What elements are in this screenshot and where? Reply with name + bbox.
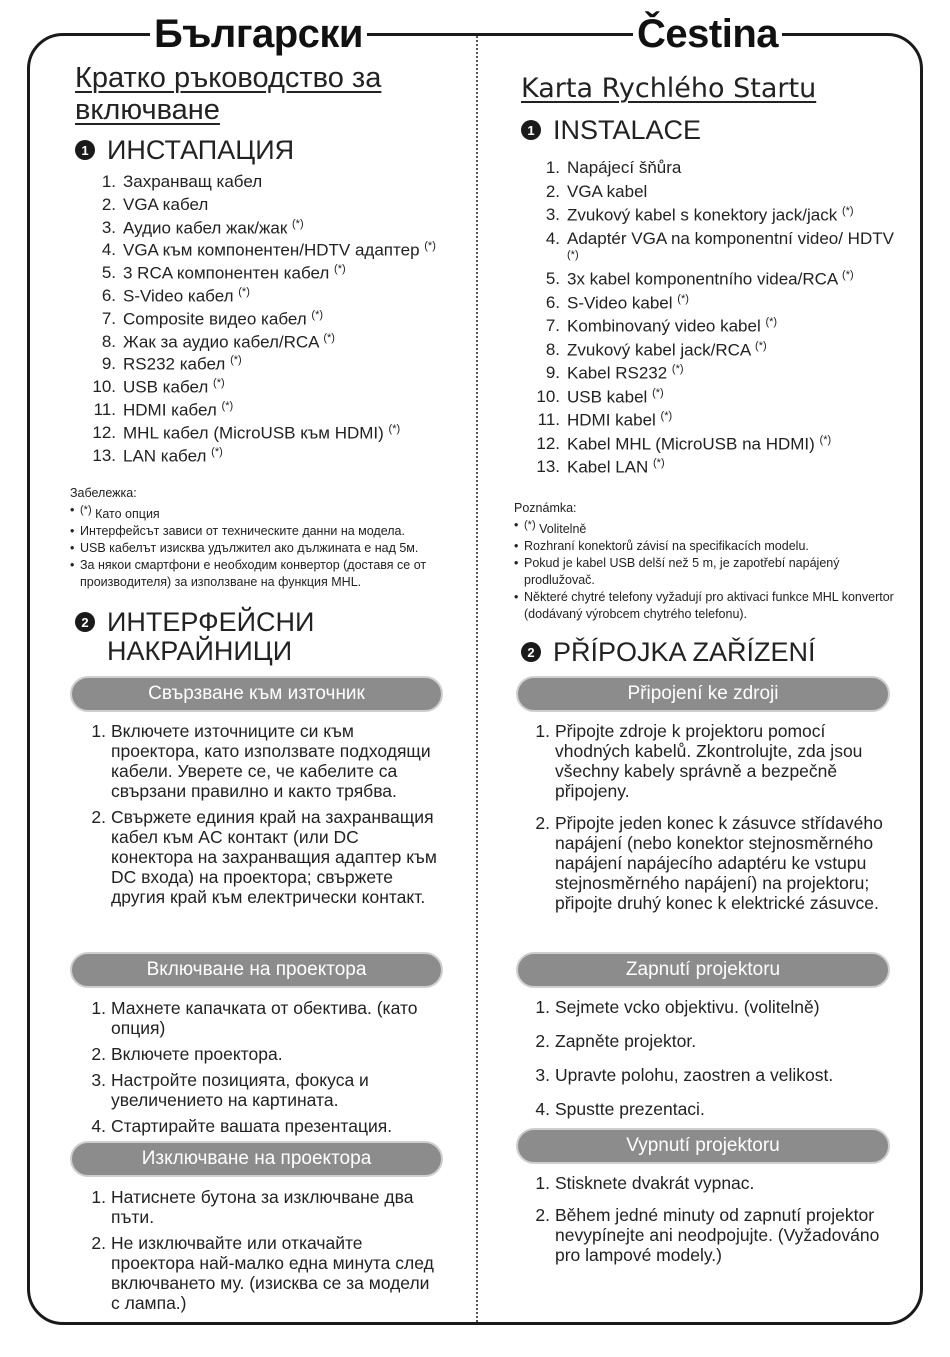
list-item [70, 332, 470, 355]
item-label: S-Video kabel [567, 293, 673, 313]
section-number-icon: 1 [521, 120, 541, 140]
step-number: 1. [535, 997, 550, 1017]
item-label: Kabel LAN [567, 457, 649, 477]
optional-mark: (*) [567, 248, 579, 261]
list-item [70, 354, 470, 377]
item-text [567, 182, 647, 206]
item-label: Жак за аудио кабел/RCA [123, 332, 319, 352]
optional-mark: (*) [671, 363, 684, 376]
item-text [567, 363, 684, 387]
step-text: Stisknete dvakrát vypnac. [555, 1173, 755, 1193]
item-text [567, 316, 777, 340]
step-item [514, 1173, 889, 1193]
item-number: 8. [545, 339, 560, 359]
step-item [70, 1116, 440, 1136]
item-number: 11. [93, 399, 116, 419]
item-text [123, 218, 304, 241]
connect-steps [70, 721, 440, 913]
item-label: Kombinovaný video kabel [567, 316, 761, 336]
item-number: 10. [536, 386, 560, 406]
list-item [514, 158, 899, 182]
list-item [514, 182, 899, 206]
item-label: Захранващ кабел [123, 172, 263, 191]
optional-mark: (*) [652, 386, 664, 399]
item-label: HDMI кабел [123, 400, 217, 420]
section-title: INSTALACE [553, 115, 702, 145]
item-text [567, 387, 664, 411]
item-text [123, 286, 250, 309]
optional-mark: (*) [221, 399, 234, 412]
step-item [70, 998, 440, 1038]
item-number: 1. [545, 158, 560, 177]
list-item [70, 286, 470, 309]
step-text: Стартирайте вашата презентация. [111, 1116, 393, 1136]
note-item: • (*) Volitelně [514, 517, 894, 538]
item-number: 3. [545, 205, 560, 224]
list-item [514, 387, 899, 411]
step-number: 2. [91, 807, 106, 827]
step-number: 2. [535, 1205, 550, 1225]
item-label: LAN кабел [123, 446, 207, 466]
step-item [70, 1070, 440, 1110]
step-text: Spustte prezentaci. [555, 1099, 705, 1119]
item-text [123, 400, 233, 423]
section-installation [75, 136, 294, 165]
item-label: VGA kabel [567, 181, 648, 201]
step-number: 2. [535, 813, 550, 833]
note: Забележка: • (*) Като опция • Интерфейсът зависи от техническите данни на модела. • USB кабелът изисква удължител ако дължината е над 5м. • За някои смартфони е необходим конвертор (доставя се от производителя) за използване на функция MHL. [70, 485, 470, 591]
list-item [514, 410, 899, 434]
section-number-icon: 2 [75, 612, 95, 632]
item-text [123, 195, 208, 218]
step-number: 1. [91, 1187, 106, 1207]
pill-power-off: Изключване на проектора [70, 1141, 443, 1177]
language-title-czech: Čestina [633, 6, 782, 62]
item-number: 5. [101, 263, 116, 283]
list-item [70, 263, 470, 286]
step-item [514, 1065, 889, 1085]
item-label: Adaptér VGA na komponentní video/ HDTV [567, 228, 894, 248]
item-text [123, 309, 323, 332]
step-number: 4. [535, 1099, 550, 1119]
item-label: MHL кабел (MicroUSB към HDMI) [123, 423, 384, 443]
item-label: Kabel MHL (MicroUSB na HDMI) [567, 434, 815, 454]
item-label: Napájecí šňůra [567, 158, 682, 177]
step-text: Включете проектора. [111, 1044, 283, 1064]
step-number: 3. [535, 1065, 550, 1085]
item-label: Kabel RS232 [567, 363, 668, 383]
item-label: 3 RCA компонентен кабел [123, 263, 330, 283]
list-item [514, 340, 899, 364]
item-number: 12. [92, 422, 116, 442]
item-number: 2. [545, 181, 560, 201]
item-number: 8. [101, 331, 116, 351]
note-item: • Rozhraní konektorů závisí na specifikacích modelu. [514, 538, 894, 555]
item-label: S-Video кабел [123, 286, 234, 306]
pill-power-off: Vypnutí projektoru [516, 1128, 890, 1164]
item-number: 7. [101, 308, 116, 328]
item-number: 2. [101, 194, 116, 214]
optional-mark: (*) [653, 457, 665, 470]
item-text [123, 377, 225, 400]
step-text: Настройте позицията, фокуса и увеличението на картината. [111, 1070, 369, 1110]
optional-mark: (*) [819, 433, 832, 446]
item-label: USB кабел [123, 377, 209, 397]
list-item [70, 309, 470, 332]
pill-connect-source: Свързване към източник [70, 676, 443, 712]
item-text [567, 457, 665, 481]
step-item [70, 1187, 440, 1227]
list-item [514, 434, 899, 458]
step-text: Připojte zdroje k projektoru pomocí vhodných kabelů. Zkontrolujte, zda jsou všechny kabely správně a bezpečně připojeny. [555, 721, 863, 801]
note-item: • USB кабелът изисква удължител ако дължината е над 5м. [70, 540, 470, 557]
list-item [514, 316, 899, 340]
step-item [70, 1044, 440, 1064]
section-device-connection [521, 638, 816, 667]
note-item: • Интерфейсът зависи от техническите данни на модела. [70, 523, 470, 540]
cable-list [70, 172, 470, 468]
optional-mark: (*) [765, 316, 778, 329]
item-number: 9. [545, 363, 560, 383]
pill-power-on: Zapnutí projektoru [516, 952, 890, 988]
step-number: 2. [535, 1031, 550, 1051]
power-off-steps [70, 1187, 440, 1319]
step-number: 1. [91, 721, 106, 741]
list-item [70, 240, 470, 263]
item-text [123, 240, 436, 263]
item-label: Composite видео кабел [123, 309, 307, 329]
item-label: RS232 кабел [123, 355, 226, 375]
power-off-steps [514, 1173, 889, 1277]
step-text: Не изключвайте или откачайте проектора най-малко една минута след включването му. (изисква се за модели с лампа.) [111, 1233, 434, 1313]
step-item [514, 721, 889, 801]
list-item [514, 363, 899, 387]
step-item [514, 813, 889, 913]
connect-steps [514, 721, 889, 925]
item-label: VGA кабел [123, 194, 209, 214]
step-text: Включете източниците си към проектора, като използвате подходящи кабели. Уверете се, че кабелите са свързани правилно и както трябва. [111, 721, 431, 801]
item-label: 3x kabel komponentního videa/RCA [567, 269, 838, 289]
item-number: 5. [545, 269, 560, 289]
step-number: 2. [91, 1044, 106, 1064]
step-text: Během jedné minuty od zapnutí projektor nevypínejte ani neodpojujte. (Vyžadováno pro lampové modely.) [555, 1205, 880, 1265]
step-text: Натиснете бутона за изключване два пъти. [111, 1187, 414, 1227]
optional-mark: (*) [755, 339, 767, 352]
optional-mark: (*) [842, 269, 854, 282]
step-text: Sejmete vcko objektivu. (volitelně) [555, 997, 820, 1017]
section-connectors: 2 ИНТЕРФЕЙСНИ НАКРАЙНИЦИ [75, 608, 314, 666]
optional-mark: (*) [323, 331, 335, 344]
note-item: • Některé chytré telefony vyžadují pro aktivaci funkce MHL konvertor (dodávaný výrobcem chytrého telefonu). [514, 589, 894, 623]
optional-mark: (*) [660, 410, 673, 423]
optional-mark: (*) [334, 263, 346, 276]
power-on-steps [70, 998, 440, 1142]
doc-title: Кратко ръководство за включване [75, 62, 382, 126]
step-item [70, 1233, 440, 1313]
section-installation [521, 116, 701, 145]
list-item [514, 229, 899, 270]
item-number: 12. [536, 433, 560, 453]
doc-title: Karta Rychlého Startu [521, 73, 817, 104]
item-number: 7. [545, 316, 560, 336]
item-number: 1. [101, 172, 116, 191]
item-text [567, 410, 672, 434]
item-number: 11. [537, 410, 560, 430]
item-label: Аудио кабел жак/жак [123, 218, 288, 238]
item-text [567, 340, 767, 364]
item-label: USB kabel [567, 387, 648, 407]
optional-mark: (*) [213, 377, 225, 390]
section-number-icon: 2 [521, 642, 541, 662]
step-number: 4. [91, 1116, 106, 1136]
item-number: 6. [101, 285, 116, 305]
item-text [123, 423, 400, 446]
item-label: Zvukový kabel jack/RCA [567, 340, 751, 360]
item-number: 13. [536, 457, 560, 477]
optional-mark: (*) [677, 292, 689, 305]
list-item [70, 218, 470, 241]
item-label: Zvukový kabel s konektory jack/jack [567, 205, 838, 225]
optional-mark: (*) [238, 285, 250, 298]
step-number: 1. [535, 721, 550, 741]
step-number: 1. [535, 1173, 550, 1193]
item-text [567, 293, 689, 317]
item-number: 10. [92, 377, 116, 397]
list-item [70, 195, 470, 218]
item-text [123, 354, 242, 377]
step-item [70, 807, 440, 907]
section-title: PŘÍPOJKA ZAŘÍZENÍ [553, 637, 816, 667]
section-title: ИНСТАПАЦИЯ [107, 135, 295, 165]
item-text [567, 158, 681, 182]
item-text [567, 229, 899, 270]
item-text [567, 205, 854, 229]
optional-mark: (*) [841, 205, 854, 217]
pill-power-on: Включване на проектора [70, 952, 443, 988]
item-text [123, 172, 262, 195]
optional-mark: (*) [211, 445, 223, 458]
item-number: 4. [101, 240, 116, 260]
step-number: 2. [91, 1233, 106, 1253]
item-number: 13. [92, 445, 116, 465]
section-number-icon: 1 [75, 140, 95, 160]
item-text [123, 332, 335, 355]
item-text [567, 434, 831, 458]
list-item [70, 446, 470, 469]
item-text [123, 263, 346, 286]
item-text [567, 269, 854, 293]
note-item: • За някои смартфони е необходим конвертор (доставя се от производителя) за използване на функция MHL. [70, 557, 470, 591]
list-item [514, 205, 899, 229]
step-text: Свържете единия край на захранващия кабел към AC контакт (или DC конектора на захранващия адаптер към DC входа) на проектора; свържете другия край към електрически контакт. [111, 807, 437, 907]
step-text: Zapněte projektor. [555, 1031, 697, 1051]
power-on-steps [514, 997, 889, 1133]
item-number: 9. [101, 354, 116, 374]
list-item [70, 172, 470, 195]
list-item [514, 269, 899, 293]
note: Poznámka: • (*) Volitelně • Rozhraní konektorů závisí na specifikacích modelu. • Pokud je kabel USB delší než 5 m, je zapotřebí napájený prodlužovač. • Některé chytré telefony vyžadují pro aktivaci funkce MHL konvertor (dodávaný výrobcem chytrého telefonu). [514, 500, 894, 623]
pill-connect-source: Připojení ke zdroji [516, 676, 890, 712]
note-item: • Pokud je kabel USB delší než 5 m, je zapotřebí napájený prodlužovač. [514, 555, 894, 589]
optional-mark: (*) [230, 354, 242, 367]
step-item [514, 997, 889, 1017]
column-divider [476, 36, 478, 1322]
item-label: HDMI kabel [567, 410, 656, 430]
step-item [514, 1031, 889, 1051]
step-number: 1. [91, 998, 106, 1018]
step-item [514, 1099, 889, 1119]
list-item [70, 377, 470, 400]
step-number: 3. [91, 1070, 106, 1090]
item-number: 6. [545, 292, 560, 312]
list-item [514, 293, 899, 317]
step-text: Upravte polohu, zaostren a velikost. [555, 1065, 834, 1085]
list-item [514, 457, 899, 481]
language-title-bulgarian: Български [150, 6, 367, 62]
cable-list [514, 158, 899, 481]
step-text: Připojte jeden konec k zásuvce střídavého napájení (nebo konektor stejnosměrného napájení napájecího adaptéru ke vstupu stejnosměrného napájení) na projektoru; připojte druhý konec k elektrické zásuvce. [555, 813, 883, 913]
optional-mark: (*) [424, 240, 436, 253]
item-number: 4. [545, 228, 560, 248]
item-label: VGA към компонентен/HDTV адаптер [123, 241, 420, 261]
item-number: 3. [101, 217, 116, 237]
list-item [70, 423, 470, 446]
optional-mark: (*) [292, 217, 304, 230]
optional-mark: (*) [388, 422, 401, 435]
step-item [70, 721, 440, 801]
optional-mark: (*) [311, 308, 324, 321]
item-text [123, 446, 223, 469]
list-item [70, 400, 470, 423]
step-text: Махнете капачката от обектива. (като опция) [111, 998, 418, 1038]
step-item [514, 1205, 889, 1265]
note-item: • (*) Като опция [70, 502, 470, 523]
